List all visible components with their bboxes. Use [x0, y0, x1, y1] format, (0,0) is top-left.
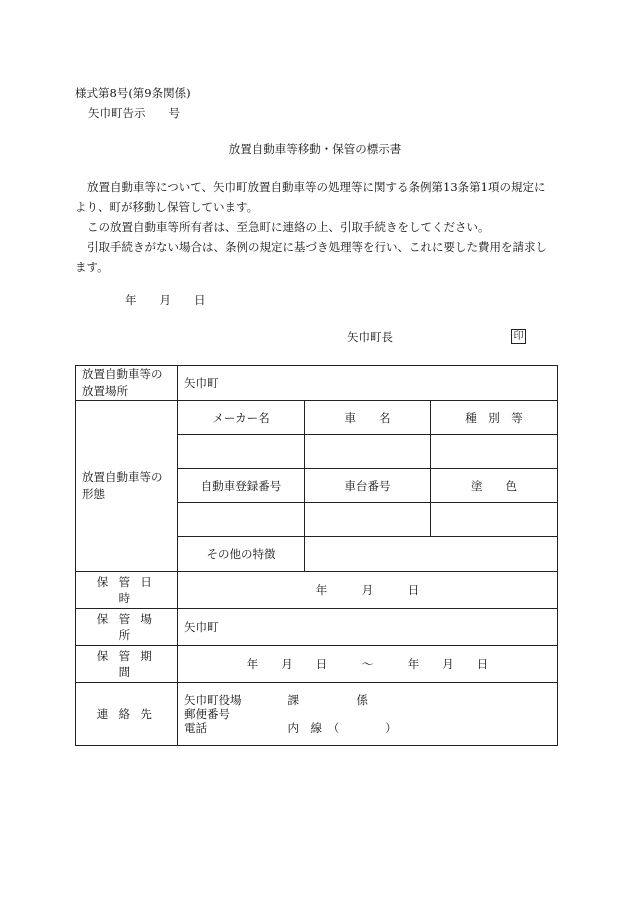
chassis-header: 車台番号	[305, 469, 431, 503]
storage-place-label: 保管場所	[76, 609, 178, 646]
date-line: 年 月 日	[125, 293, 206, 307]
paragraph-1: 放置自動車等について、矢巾町放置自動車等の処理等に関する条例第13条第1項の規定により、町が移動し保管しています。	[75, 180, 546, 214]
location-value: 矢巾町	[178, 366, 558, 401]
type-value[interactable]	[431, 435, 558, 469]
color-header: 塗 色	[431, 469, 558, 503]
storage-period-value: 年 月 日 ～ 年 月 日	[178, 646, 558, 683]
seal-icon: 印	[511, 329, 526, 344]
carname-value[interactable]	[305, 435, 431, 469]
registration-value[interactable]	[178, 503, 305, 537]
seal-mark	[511, 328, 526, 344]
signer-title: 矢巾町長	[347, 330, 393, 344]
maker-value[interactable]	[178, 435, 305, 469]
type-header: 種 別 等	[431, 401, 558, 435]
table-row	[76, 401, 558, 435]
color-value[interactable]	[431, 503, 558, 537]
contact-value	[178, 683, 558, 746]
storage-period-label: 保管期間	[76, 646, 178, 683]
registration-header: 自動車登録番号	[178, 469, 305, 503]
storage-place-value: 矢巾町	[178, 609, 558, 646]
table-row	[76, 572, 558, 609]
contact-phone: 電話 内 線 （ ）	[184, 721, 397, 735]
storage-datetime-label: 保管日時	[76, 572, 178, 609]
maker-header: メーカー名	[178, 401, 305, 435]
form-label: 放置自動車等の形態	[76, 401, 178, 572]
carname-header: 車 名	[305, 401, 431, 435]
table-row	[76, 366, 558, 401]
paragraph-3: 引取手続きがない場合は、条例の規定に基づき処理等を行い、これに要した費用を請求します。	[75, 240, 547, 274]
location-label: 放置自動車等の放置場所	[76, 366, 178, 401]
contact-label: 連絡先	[76, 683, 178, 746]
paragraph-2: この放置自動車等所有者は、至急町に連絡の上、引取手続きをしてください。	[87, 220, 490, 234]
contact-postal: 郵便番号	[184, 707, 230, 721]
other-features-value[interactable]	[305, 537, 558, 572]
table-row	[76, 646, 558, 683]
body-text	[75, 177, 555, 277]
notice-number: 矢巾町告示 号	[88, 106, 180, 120]
chassis-value[interactable]	[305, 503, 431, 537]
document-title: 放置自動車等移動・保管の標示書	[228, 142, 402, 156]
table-row	[76, 683, 558, 746]
other-features-label: その他の特徴	[178, 537, 305, 572]
table-row	[76, 609, 558, 646]
contact-office: 矢巾町役場 課 係	[184, 693, 368, 707]
details-table	[75, 365, 558, 746]
form-number: 様式第8号(第9条関係)	[75, 86, 191, 100]
storage-datetime-value: 年 月 日	[178, 572, 558, 609]
